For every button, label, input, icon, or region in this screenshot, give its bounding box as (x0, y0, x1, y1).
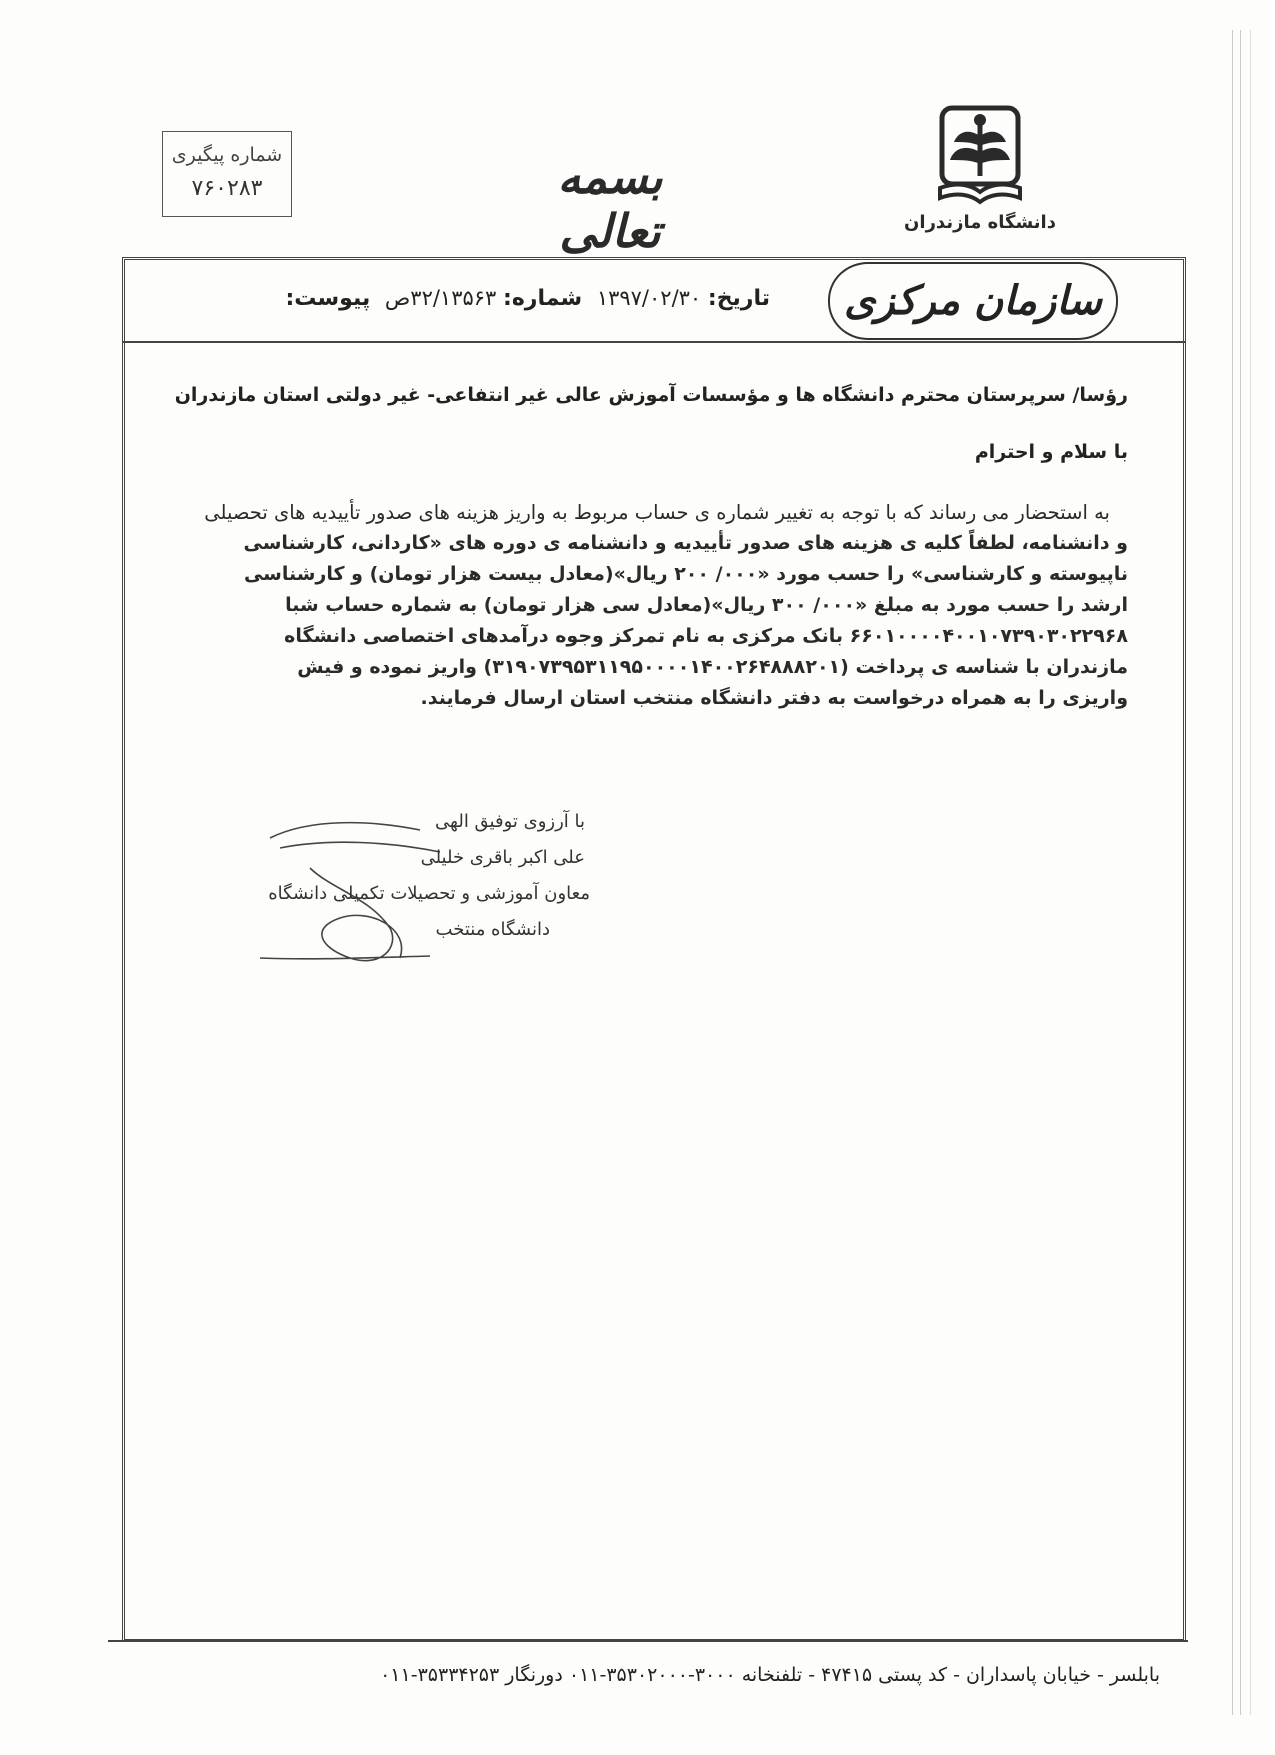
letter-number: ۳۲/۱۳۵۶۳ص (384, 286, 497, 310)
body-line: ۶۶۰۱۰۰۰۰۴۰۰۱۰۷۳۹۰۳۰۲۲۹۶۸ بانک مرکزی به نام تمرکز وجوه درآمدهای اختصاصی دانشگاه (284, 625, 1128, 647)
recipient-line: رؤسا/ سرپرستان محترم دانشگاه ها و مؤسسات آموزش عالی غیر انتفاعی- غیر دولتی استان مازندران (174, 384, 1128, 406)
scan-artifact-line (1240, 30, 1241, 1715)
scan-artifact-line (1232, 30, 1233, 1715)
date-label: تاریخ: (707, 286, 770, 311)
organization-cartouche: سازمان مرکزی (828, 262, 1118, 340)
body-line: مازندران با شناسه ی پرداخت (۳۱۹۰۷۳۹۵۳۱۱۹۵۰۰۰۰۱۴۰۰۲۶۴۸۸۸۲۰۱) واریز نموده و فیش (297, 656, 1128, 678)
attachment-label: پیوست: (285, 286, 371, 311)
letter-body (160, 384, 1128, 714)
greeting-line: با سلام و احترام (974, 441, 1128, 463)
letter-header-meta (270, 286, 770, 311)
signer-name: علی اکبر باقری خلیلی (420, 847, 585, 868)
tracking-label: شماره پیگیری (171, 144, 283, 166)
footer-divider (108, 1640, 1188, 1642)
body-line: واریزی را به همراه درخواست به دفتر دانشگاه منتخب استان ارسال فرمایند. (420, 687, 1128, 709)
body-line: و دانشنامه، لطفاً کلیه ی هزینه های صدور تأییدیه و دانشنامه ی دوره های «کاردانی، کارشناسی (243, 532, 1128, 554)
university-tree-book-logo-icon (930, 102, 1030, 212)
signature-block (180, 804, 590, 948)
tracking-number: ۷۶۰۲۸۳ (191, 176, 263, 201)
body-line: ناپیوسته و کارشناسی» را حسب مورد «۰۰۰/ ۲۰۰ ریال»(معادل بیست هزار تومان) و کارشناسی (243, 563, 1128, 585)
scan-artifact-line (1250, 30, 1251, 1715)
signer-title: معاون آموزشی و تحصیلات تکمیلی دانشگاه (268, 883, 590, 904)
number-label: شماره: (503, 286, 583, 311)
cc-line: دانشگاه منتخب (435, 919, 550, 940)
letter-date: ۱۳۹۷/۰۲/۳۰ (596, 286, 702, 310)
body-line: ارشد را حسب مورد به مبلغ «۰۰۰/ ۳۰۰ ریال»(معادل سی هزار تومان) به شماره حساب شبا (285, 594, 1128, 616)
closing-line: با آرزوی توفیق الهی (435, 811, 585, 832)
tracking-number-box (162, 131, 292, 217)
body-line: به استحضار می رساند که با توجه به تغییر شماره ی حساب مربوط به واریز هزینه های صدور تأییدیه های تحصیلی (204, 501, 1110, 524)
basmala-heading: بسمه تعالی (557, 150, 663, 258)
footer-address: بابلسر - خیابان پاسداران - کد پستی ۴۷۴۱۵ - تلفنخانه ۳۰۰۰-۳۵۳۰۲۰۰۰-۰۱۱ دورنگار ۳۵۳۳۴۲۵۳-۰۱۱ (380, 1664, 1160, 1686)
university-name: دانشگاه مازندران (904, 212, 1056, 233)
